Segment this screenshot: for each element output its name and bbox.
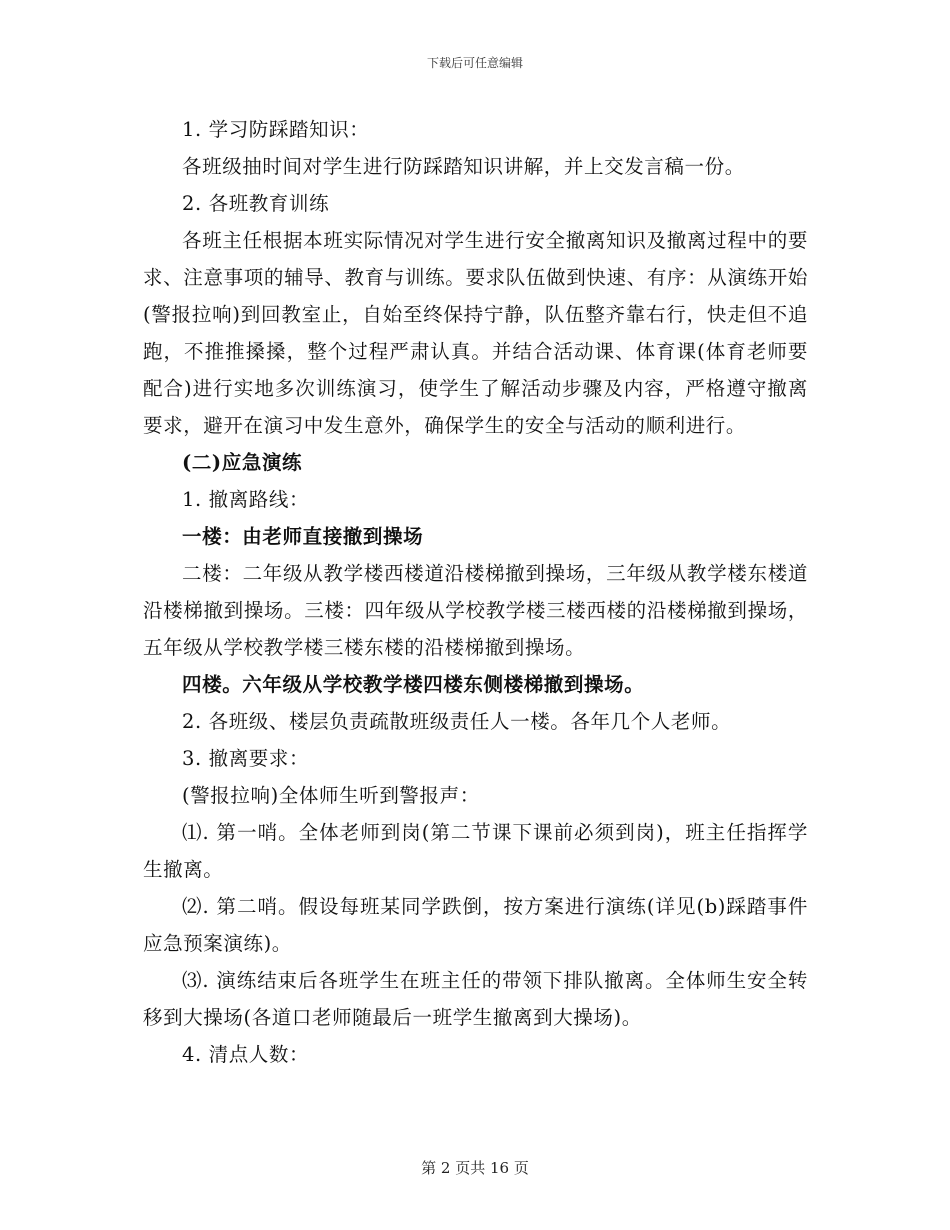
paragraph-fourth-floor: 四楼。六年级从学校教学楼四楼东侧楼梯撤到操场。 — [182, 673, 645, 696]
paragraph-3: 2. 各班教育训练 — [182, 192, 330, 215]
paragraph-2: 各班级抽时间对学生进行防踩踏知识讲解，并上交发言稿一份。 — [182, 155, 745, 178]
page-footer: 第 2 页共 16 页 — [421, 1159, 529, 1177]
paragraph-6: 1. 撤离路线： — [182, 488, 310, 511]
paragraph-15: ⑶. 演练结束后各班学生在班主任的带领下排队撤离。全体师生安全转移到大操场(各道口老师随最后一班学生撤离到大操场)。 — [143, 969, 808, 1029]
paragraph-first-floor: 一楼：由老师直接撤到操场 — [182, 525, 424, 548]
section-heading-emergency-drill: (二)应急演练 — [182, 451, 303, 474]
paragraph-10: 2. 各班级、楼层负责疏散班级责任人一楼。各年几个人老师。 — [182, 710, 732, 733]
paragraph-14: ⑵. 第二哨。假设每班某同学跌倒，按方案进行演练(详见(b)踩踏事件应急预案演练)。 — [143, 895, 808, 955]
page-header: 下载后可任意编辑 — [426, 56, 523, 70]
paragraph-13: ⑴. 第一哨。全体老师到岗(第二节课下课前必须到岗)，班主任指挥学生撤离。 — [143, 821, 808, 881]
paragraph-4: 各班主任根据本班实际情况对学生进行安全撤离知识及撤离过程中的要求、注意事项的辅导、教育与训练。要求队伍做到快速、有序：从演练开始(警报拉响)到回教室止，自始至终保持宁静，队伍整齐靠右行，快走但不追跑，不推推搡搡，整个过程严肃认真。并结合活动课、体育课(体育老师要配合)进行实地多次训练演习，使学生了解活动步骤及内容，严格遵守撤离要求，避开在演习中发生意外，确保学生的安全与活动的顺利进行。 — [143, 229, 808, 437]
paragraph-11: 3. 撤离要求： — [182, 747, 310, 770]
paragraph-1: 1. 学习防踩踏知识： — [182, 118, 370, 141]
document-body — [143, 111, 808, 1073]
paragraph-12: (警报拉响)全体师生听到警报声： — [182, 784, 480, 807]
paragraph-second-third-floor: 二楼：二年级从教学楼西楼道沿楼梯撤到操场，三年级从教学楼东楼道沿楼梯撤到操场。三楼：四年级从学校教学楼三楼西楼的沿楼梯撤到操场，五年级从学校教学楼三楼东楼的沿楼梯撤到操场。 — [143, 562, 808, 659]
paragraph-16: 4. 清点人数： — [182, 1043, 310, 1066]
